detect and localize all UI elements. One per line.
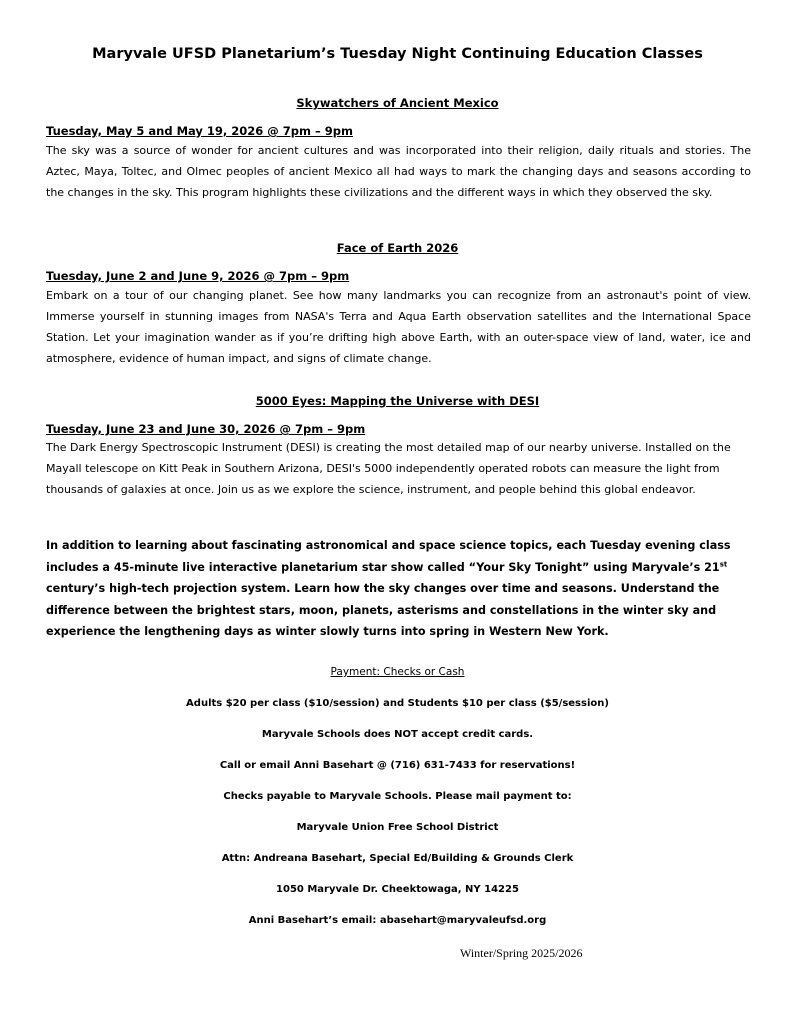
document-title: Maryvale UFSD Planetarium’s Tuesday Night Continuing Education Classes xyxy=(92,46,703,62)
payment-no-credit-cards: Maryvale Schools does NOT accept credit cards. xyxy=(261,729,534,740)
section-dates-face-of-earth: Tuesday, June 2 and June 9, 2026 @ 7pm – 9pm xyxy=(46,269,350,283)
payment-reservation-contact: Call or email Anni Basehart @ (716) 631-7433 for reservations! xyxy=(219,760,576,771)
section-dates-desi: Tuesday, June 23 and June 30, 2026 @ 7pm – 9pm xyxy=(46,422,366,436)
payment-address-district: Maryvale Union Free School District xyxy=(296,822,499,833)
section-description-ancient-mexico: The sky was a source of wonder for ancient cultures and was incorporated into their religion, daily rituals and stories. The Aztec, Maya, Toltec, and Olmec peoples of ancient Mexico all had ways to mark the changing days and seasons according to the changes in the sky. This program highlights these civilizations and the different ways in which they observed the sky. xyxy=(46,144,751,199)
payment-address-attn: Attn: Andreana Basehart, Special Ed/Building & Grounds Clerk xyxy=(221,853,574,864)
payment-contact-email: Anni Basehart’s email: abasehart@maryvaleufsd.org xyxy=(248,915,547,926)
highlight-text-part-2: century’s high-tech projection system. Learn how the sky changes over time and seasons. Understand the difference between the brightest stars, moon, planets, asterisms and constellations in the winter sky and experience the lengthening days as winter slowly turns into spring in Western New York. xyxy=(46,582,720,638)
section-dates-ancient-mexico: Tuesday, May 5 and May 19, 2026 @ 7pm – 9pm xyxy=(46,124,353,138)
highlight-ordinal-suffix: st xyxy=(719,559,728,568)
section-description-face-of-earth: Embark on a tour of our changing planet. See how many landmarks you can recognize from an astronaut's point of view. Immerse yourself in stunning images from NASA's Terra and Aqua Earth observation satellites and the International Space Station. Let your imagination wander as if you’re drifting high above Earth, with an outer-space view of land, water, ice and atmosphere, evidence of human impact, and signs of climate change. xyxy=(46,289,751,365)
payment-pricing: Adults $20 per class ($10/session) and Students $10 per class ($5/session) xyxy=(186,698,609,709)
season-label: Winter/Spring 2025/2026 xyxy=(460,946,583,960)
payment-checks-payable: Checks payable to Maryvale Schools. Please mail payment to: xyxy=(223,791,572,802)
payment-heading: Payment: Checks or Cash xyxy=(330,666,465,678)
highlight-text-part-1: In addition to learning about fascinating astronomical and space science topics, each Tuesday evening class includes a 45-minute live interactive planetarium star show called “Your Sky Tonight” using Maryvale’s 21 xyxy=(46,539,731,574)
section-title-desi: 5000 Eyes: Mapping the Universe with DESI xyxy=(255,394,540,408)
section-description-desi: The Dark Energy Spectroscopic Instrument (DESI) is creating the most detailed map of our nearby universe. Installed on the Mayall telescope on Kitt Peak in Southern Arizona, DESI's 5000 independently operated robots can measure the light from thousands of galaxies at once. Join us as we explore the science, instrument, and people behind this global endeavor. xyxy=(46,441,731,496)
class-highlight-paragraph xyxy=(46,535,756,643)
section-title-face-of-earth: Face of Earth 2026 xyxy=(336,241,459,255)
payment-address-street: 1050 Maryvale Dr. Cheektowaga, NY 14225 xyxy=(276,884,519,895)
section-title-ancient-mexico: Skywatchers of Ancient Mexico xyxy=(296,96,499,110)
